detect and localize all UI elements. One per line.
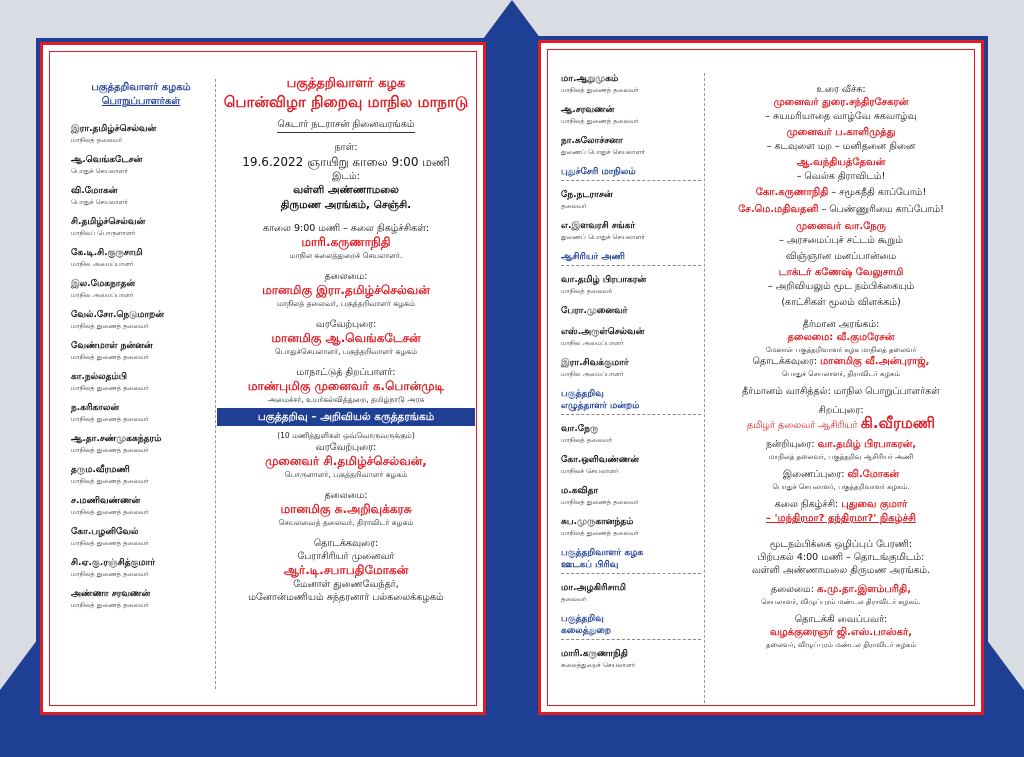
- official-name: தரும.வீரமணி: [71, 465, 130, 475]
- official-entry: [71, 495, 211, 517]
- section-heading-line: பகுத்தறிவாளர் கழக: [561, 548, 644, 558]
- welcome-label: வரவேற்புரை:: [315, 319, 377, 330]
- rally-start-name: வழக்குரைஞர் ஜி.எஸ்.பாஸ்கர்,: [769, 627, 913, 638]
- special-line: [711, 414, 971, 432]
- official-entry: [561, 73, 701, 95]
- official-role: தலைவர்: [561, 595, 587, 603]
- official-name: கா.நல்லதம்பி: [71, 372, 127, 382]
- official-name: ஆ.சரவணன்: [561, 105, 615, 115]
- welcome-role: பொதுச்செயலாளர், பகுத்தறிவாளர் கழகம்: [274, 347, 418, 356]
- section-heading-line: புதுச்சேரி மாநிலம்: [561, 167, 636, 177]
- chair-name: மானமிகு இரா.தமிழ்ச்செல்வன்: [262, 283, 430, 297]
- right-divider: [704, 73, 705, 703]
- speech-entry: [711, 250, 971, 263]
- thanks-name: வா.தமிழ் பிரபாகரன்,: [817, 439, 917, 450]
- official-name: அண்ணா சரவணன்: [71, 589, 151, 599]
- official-entry: [561, 485, 701, 507]
- open-role-1: மேனாள் துணைவேந்தர்,: [293, 579, 399, 590]
- official-name: வேல்.சோ.நெடுமாறன்: [71, 310, 164, 320]
- official-entry: [71, 402, 211, 424]
- rally-chair-line: [711, 583, 971, 597]
- speech-topic: – சுயமரியாதை வாழ்வே சுகவாழ்வு: [765, 111, 917, 122]
- official-role: மாநிலத் துணைத் தலைவர்: [561, 498, 639, 506]
- official-role: மாநிலத் துணைத் தலைவர்: [71, 384, 149, 392]
- official-entry: [71, 216, 211, 238]
- speaker-name: முனைவர் துரை.சந்திரசேகரன்: [773, 97, 909, 108]
- official-role: துணைப் பொதுச் செயலாளர்: [561, 148, 645, 156]
- official-entry: [71, 309, 211, 331]
- official-role: மாநில அமைப்பாளர்: [71, 260, 134, 268]
- speech-topic: விஞ்ஞான மனப்பான்மை: [785, 251, 897, 262]
- s-chair-role: செயலவைத் தலைவர், திராவிடர் கழகம்: [278, 518, 414, 527]
- official-name: இல.மேகநாதன்: [71, 279, 136, 289]
- res-chair: தலைமை: வீ.குமரேசன்: [787, 332, 895, 343]
- official-entry: [561, 648, 701, 670]
- officials-list: [71, 123, 211, 610]
- official-entry: [561, 357, 701, 379]
- speech-topic: – சமூகநீதி காப்போம்!: [831, 187, 927, 198]
- thanks-label: நன்றியுரை:: [765, 439, 815, 450]
- section-heading-line: ஆசிரியர் அணி: [561, 252, 625, 262]
- s-welcome-name: முனைவர் சி.தமிழ்ச்செல்வன்,: [265, 454, 427, 468]
- official-entry: [71, 464, 211, 486]
- official-entry: [561, 274, 701, 296]
- link-label: இணைப்புரை:: [782, 469, 845, 480]
- arts-name: மாரி.கருணாநிதி: [301, 235, 391, 249]
- official-role: மாநிலத் துணைத் தலைவர்: [561, 117, 639, 125]
- official-name: மாரி.கருணாநிதி: [561, 649, 628, 659]
- official-name: நா.சுலோச்சனா: [561, 136, 623, 146]
- official-role: மாநிலத் துணைத் தலைவர்: [71, 415, 149, 423]
- official-entry: [71, 340, 211, 362]
- speaker-name: ஆ.வந்தியத்தேவன்: [796, 157, 886, 168]
- section-heading-line: பகுத்தறிவு: [561, 614, 604, 624]
- official-role: மாநிலத் துணைத் தலைவர்: [561, 86, 639, 94]
- speech-topic: – அரசமைப்புச் சட்டம் கூறும்: [779, 235, 903, 246]
- special-name: கி.வீரமணி: [860, 414, 936, 432]
- official-name: ஆ.தா.சண்முகசுந்தரம்: [71, 434, 162, 444]
- seminar-banner: பகுத்தறிவு – அறிவியல் கருத்தரங்கம்: [217, 408, 475, 426]
- section-heading-line: எழுத்தாளர் மன்றம்: [561, 401, 640, 411]
- official-entry: [561, 423, 701, 445]
- section-heading: [561, 166, 701, 181]
- official-role: மாநில அமைப்பாளர்: [561, 339, 624, 347]
- thanks-role: மாநிலத் தலைவர், பகுத்தறிவு ஆசிரியர் அணி: [768, 453, 914, 461]
- right-officials-column: [561, 73, 701, 679]
- official-role: மாநிலத் துணைத் தலைவர்: [71, 353, 149, 361]
- rally-line-2: பிற்பகல் 4:00 மணி – தொடங்குமிடம்:: [757, 552, 925, 563]
- left-divider: [215, 79, 216, 689]
- rally-start-role: தலைவர், விழுப்புரம் மண்டல திராவிடர் கழகம்: [766, 641, 916, 649]
- officials-sidebar: [71, 81, 211, 619]
- official-name: கோ.ஒளிவண்ணன்: [561, 455, 640, 465]
- official-name: ச.மணிவண்ணன்: [71, 496, 141, 506]
- official-entry: [71, 247, 211, 269]
- section-heading: [561, 251, 701, 266]
- speech-topic: (காட்சிகள் மூலம் விளக்கம்): [781, 297, 901, 308]
- speech-topic: – பெண்ணுரிமை காப்போம்!: [821, 204, 944, 215]
- arts-line: காலை 9:00 மணி – கலை நிகழ்ச்சிகள்:: [263, 223, 429, 234]
- speaker-name: சே.மெ.மதிவதனி: [738, 204, 819, 215]
- open-label: தொடக்கவுரை:: [313, 538, 379, 549]
- official-role: மாநிலத் தலைவர்: [561, 436, 613, 444]
- official-name: இரா.சிவக்குமார்: [561, 358, 629, 368]
- official-role: மாநில அமைப்பாளர்: [561, 370, 624, 378]
- official-role: மாநிலத் துணைத் தலைவர்: [71, 508, 149, 516]
- rally-line-3: வள்ளி அண்ணாமலை திருமண அரங்கம்.: [751, 565, 931, 576]
- link-role: பொதுச் செயலாளர், பகுத்தறிவாளர் கழகம்.: [772, 483, 910, 491]
- arts-label: கலை நிகழ்ச்சி:: [774, 499, 839, 510]
- official-role: துணைப் பொதுச் செயலாளர்: [561, 233, 645, 241]
- inaug-name: மாண்புமிகு முனைவர் க.பொன்முடி: [247, 379, 445, 393]
- section-heading: [561, 388, 701, 415]
- welcome-name: மானமிகு ஆ.வெங்கடேசன்: [271, 331, 421, 345]
- official-role: மாநிலத் துணைத் தலைவர்: [71, 446, 149, 454]
- speech-label: உரை வீச்சு:: [816, 84, 866, 95]
- section-heading-line: பகுத்தறிவு: [561, 389, 604, 399]
- official-name: இரா.தமிழ்ச்செல்வன்: [71, 124, 157, 134]
- official-name: கே.டி.சி.குருசாமி: [71, 248, 143, 258]
- official-name: எ.இளவரசி சங்கர்: [561, 221, 636, 231]
- speech-entry: [711, 220, 971, 247]
- official-role: மாநிலத் துணைத் தலைவர்: [71, 601, 149, 609]
- official-role: மாநிலத் தலைவர்: [71, 136, 123, 144]
- rally-start-label: தொடக்கி வைப்பவர்:: [794, 614, 888, 625]
- official-name: ந.கரிகாலன்: [71, 403, 120, 413]
- venue-label: இடம்:: [332, 171, 360, 182]
- section-heading-line: ஊடகப் பிரிவு: [561, 560, 619, 570]
- res-reading: தீர்மானம் வாசித்தல்: மாநில பொறுப்பாளர்கள்: [742, 386, 940, 397]
- venue-line-1: வள்ளி அண்ணாமலை: [293, 184, 399, 196]
- official-entry: [71, 154, 211, 176]
- official-name: சுப.முருகானந்தம்: [561, 517, 634, 527]
- speaker-name: முனைவர் வா.நேரு: [796, 221, 886, 232]
- subtitle: கெடார் நடராசன் நினைவரங்கம்: [277, 118, 414, 133]
- official-entry: [71, 588, 211, 610]
- arts-name: புதுவை குமார்: [841, 499, 908, 510]
- res-open-name: மானமிகு வீ.அன்புராஜ்,: [820, 356, 930, 367]
- official-entry: [561, 220, 701, 242]
- arts-role: மாநில கலைத்துறைச் செயலாளர்.: [289, 251, 403, 260]
- official-role: மாநிலத் துணைத் தலைவர்: [71, 322, 149, 330]
- venue-line-2: திருமண அரங்கம், செஞ்சி.: [280, 199, 412, 211]
- special-prefix: தமிழர் தலைவர் ஆசிரியர்: [746, 420, 858, 431]
- official-entry: [561, 104, 701, 126]
- speech-entry: [711, 96, 971, 123]
- speech-entry: [711, 186, 971, 200]
- official-name: மா.ஆறுமுகம்: [561, 74, 619, 84]
- date-label: நாள்:: [334, 142, 358, 153]
- s-chair-name: மானமிகு சு.அறிவுக்கரசு: [280, 502, 412, 516]
- official-entry: [561, 326, 701, 348]
- arts-show: – 'மந்திரமா? தந்திரமா?' நிகழ்ச்சி: [766, 513, 916, 524]
- official-role: மாநிலத் துணைத் தலைவர்: [71, 570, 149, 578]
- official-name: நே.நடராசன்: [561, 190, 613, 200]
- official-name: சி.ஏ.கு.ரஞ்சித்குமார்: [71, 558, 156, 568]
- official-name: வா.நேரு: [561, 424, 599, 434]
- res-open-role: பொதுச் செயலாளர், திராவிடர் கழகம்: [781, 370, 901, 378]
- official-name: ஆ.வெங்கடேசன்: [71, 155, 143, 165]
- res-open: [711, 355, 971, 369]
- official-name: மா.அழகிரிசாமி: [561, 583, 627, 593]
- link-name: வி.மோகன்: [847, 469, 900, 480]
- section-heading: [561, 547, 701, 574]
- section-heading-line: கலைத்துறை: [561, 626, 612, 636]
- link-line: [711, 468, 971, 482]
- rally-line-1: மூடநம்பிக்கை ஒழிப்புப் பேரணி:: [769, 539, 913, 550]
- official-role: பொதுச் செயலாளர்: [71, 167, 128, 175]
- speaker-name: முனைவர் ப.காளிமுத்து: [786, 127, 896, 138]
- official-entry: [71, 526, 211, 548]
- official-role: மாநிலத் துணைத் தலைவர்: [71, 477, 149, 485]
- official-entry: [71, 185, 211, 207]
- res-chair-role: மேனாள் பகுத்தறிவாளர் கழக மாநிலத் தலைவர்: [765, 346, 917, 354]
- official-entry: [71, 433, 211, 455]
- speech-topic: – கடவுளை மற – மனிதனை நினை: [766, 141, 916, 152]
- right-page: [538, 40, 984, 715]
- official-entry: [561, 582, 701, 604]
- rally-chair-label: தலைமை:: [771, 584, 814, 595]
- official-role: தலைவர்: [561, 202, 587, 210]
- official-entry: [71, 557, 211, 579]
- official-entry: [561, 454, 701, 476]
- speech-entry: [711, 156, 971, 183]
- speech-entry: [711, 126, 971, 153]
- official-role: பொதுச் செயலாளர்: [71, 198, 128, 206]
- official-name: எஸ்.அருள்செல்வன்: [561, 327, 645, 337]
- speaker-name: கோ.கருணாநிதி: [755, 187, 829, 198]
- title-line-2: பொன்விழா நிறைவு மாநில மாநாடு: [223, 93, 469, 111]
- program-continued: [711, 83, 971, 650]
- left-page: [40, 42, 486, 715]
- chair-role: மாநிலத் தலைவர், பகுத்தறிவாளர் கழகம்: [277, 299, 415, 308]
- open-prefix: பேராசிரியர் முனைவர்: [297, 551, 395, 562]
- res-open-label: தொடக்கவுரை:: [752, 356, 818, 367]
- speech-topic: – வெல்க திராவிடம்!: [796, 171, 886, 182]
- official-name: கோ.பழனிவேல்: [71, 527, 139, 537]
- rally-chair-name: க.மு.தா.இளம்பரிதி,: [816, 584, 911, 595]
- s-chair-label: தலைமை:: [324, 490, 368, 501]
- official-name: ம.கவிதா: [561, 486, 599, 496]
- official-entry: [71, 278, 211, 300]
- official-entry: [561, 189, 701, 211]
- chair-label: தலைமை:: [324, 271, 368, 282]
- resolution-label: தீர்மான அரங்கம்:: [802, 319, 880, 330]
- special-label: சிறப்புரை:: [818, 405, 864, 416]
- official-role: மாநிலச் செயலாளர்: [561, 467, 619, 475]
- speech-entry: [711, 203, 971, 217]
- official-name: வா.தமிழ் பிரபாகரன்: [561, 275, 647, 285]
- speech-entry: [711, 296, 971, 309]
- date-value: 19.6.2022 ஞாயிறு காலை 9:00 மணி: [242, 155, 450, 169]
- official-name: வேண்மாள் நன்னன்: [71, 341, 153, 351]
- speech-entry: [711, 266, 971, 293]
- official-role: கலைத்துறைச் செயலாளர்: [561, 661, 636, 669]
- thanks-line: [711, 438, 971, 452]
- s-welcome-label: வரவேற்புரை:: [315, 442, 377, 453]
- inaug-label: மாநாட்டுத் திறப்பாளர்:: [296, 367, 396, 378]
- official-entry: [561, 135, 701, 157]
- official-entry: [71, 371, 211, 393]
- official-role: மாநிலப் பொருளாளர்: [71, 229, 136, 237]
- title-line-1: பகுத்தறிவாளர் கழக: [286, 76, 406, 91]
- sidebar-heading: பகுத்தறிவாளர் கழகம் பொறுப்பாளர்கள்: [91, 82, 191, 107]
- section-heading: [561, 613, 701, 640]
- speeches-list: [711, 96, 971, 318]
- open-role-2: மனோன்மணியம் சுந்தரனார் பல்கலைக்கழகம்: [248, 592, 444, 603]
- s-welcome-role: பொருளாளர், பகுத்தறிவாளர் கழகம்: [284, 470, 408, 479]
- open-name: ஆர்.டி.சபாபதிமோகன்: [283, 563, 409, 577]
- rally-chair-role: செயலாளர், விழுப்புரம் மண்டல திராவிடர் கழகம்.: [761, 598, 921, 606]
- inaug-role: அமைச்சர், உயர்கல்வித்துறை, தமிழ்நாடு அரசு: [267, 395, 425, 404]
- official-entry: [561, 305, 701, 317]
- official-name: சி.தமிழ்ச்செல்வன்: [71, 217, 146, 227]
- official-role: மாநில அமைப்பாளர்: [71, 291, 134, 299]
- official-role: மாநிலத் துணைத் தலைவர்: [561, 529, 639, 537]
- official-entry: [561, 516, 701, 538]
- official-name: வி.மோகன்: [71, 186, 118, 196]
- official-role: மாநிலத் தலைவர்: [561, 287, 613, 295]
- official-name: பேரா.முனைவர்: [561, 306, 628, 316]
- speaker-name: டாக்டர் கணேஷ் வேலுசாமி: [778, 267, 904, 278]
- speech-topic: – அறிவியலும் மூட நம்பிக்கையும்: [767, 281, 915, 292]
- official-entry: [71, 123, 211, 145]
- conference-program: [221, 75, 471, 604]
- seminar-note: (10 மணித்துளிகள் ஒவ்வொருவருக்கும்): [277, 431, 415, 440]
- official-role: மாநிலத் துணைத் தலைவர்: [71, 539, 149, 547]
- arts-line: [711, 498, 971, 512]
